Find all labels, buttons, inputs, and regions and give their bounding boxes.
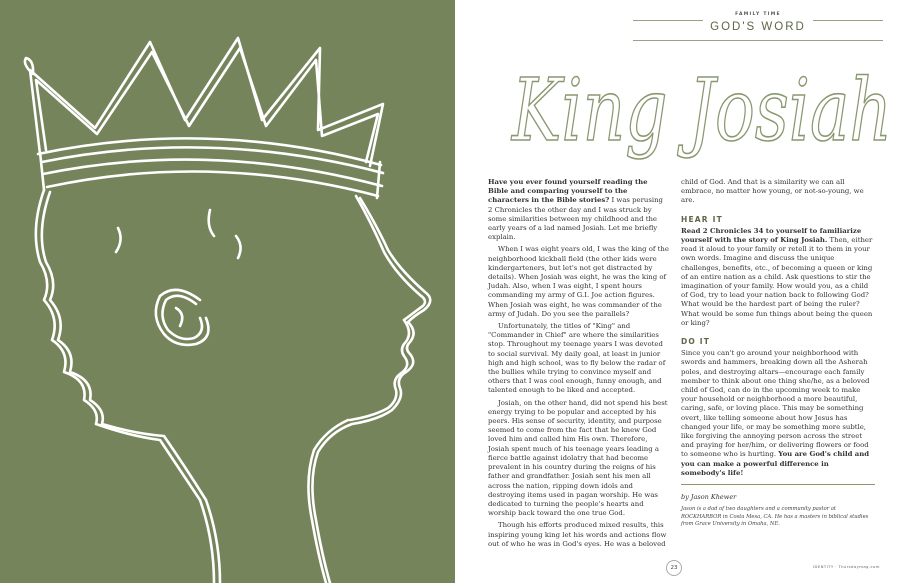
do-it-body [681,349,875,478]
crown-icon [25,38,383,198]
article-title [505,48,900,168]
paragraph-5: Though his efforts produced mixed results, this inspiring young king let his words and actions flow out of who he was in God's eyes. He was a beloved [488,521,667,548]
byline-rule [681,484,875,485]
section-title: GOD'S WORD [710,21,806,33]
running-footer: IDENTITY · Thursdaymag.com [813,564,880,569]
article-column-right [681,178,875,528]
do-it-closing: You are God's child and you can make a powerful difference in somebody's life! [681,450,870,477]
article-column-left [488,178,669,552]
hear-it-rest: Then, either read it aloud to your family or retell it to them in your own words. Imagine and discuss the unique challenges, benefits, etc., of becoming a queen or king of an entire nation as a child. Ask questions to stir the imagination of your family. How would you, as a child of God, try to lead your nation back to following God? What would be the hardest part of being the ruler? What would be some fun things about being the queen or king? [681,236,873,327]
hear-it-heading: HEAR IT [681,214,723,224]
section-rule [633,40,883,41]
paragraph-6: child of God. And that is a similarity we can all embrace, no matter how young, or not-so-young, we are. [681,178,864,205]
intro-lead: Have you ever found yourself reading the Bible and comparing yourself to the characters in the Bible stories? [488,178,648,205]
byline: by Jason Khewer [681,493,737,502]
paragraph-4: Josiah, on the other hand, did not spend his best energy trying to be popular and accepted by his peers. His sense of security, identity, and purpose seemed to come from the fact that he knew God loved him and called him His own. Therefore, Josiah spent much of his teenage years leading a fierce battle against idolatry that had become prevalent in his country during the reigns of his father and grandfather. Josiah sent his men all across the nation, ripping down idols and destroying items used in pagan worship. He was dedicated to turning the people's hearts and worship back toward the one true God. [488,398,668,518]
head-outline-icon [36,190,430,583]
hear-it-lead: Read 2 Chronicles 34 to yourself to familiarize yourself with the story of King Josiah. [681,226,862,245]
article-title-text: King Josiah [510,61,892,161]
paragraph-3: Unfortunately, the titles of "King" and "Commander in Chief" are where the similarities stop. Throughout my teenage years I was devoted to social survival. My daily goal, at least in junior high and high school, was to fly below the radar of the bullies while trying to convince myself and others that I was cool enough, funny enough, and talented enough to be liked and accepted. [488,322,666,395]
paragraph-2: When I was eight years old, I was the king of the neighborhood kickball field (the other kids were kindergarteners, but let's not get distracted by details). When Josiah was eight, he was the king of Judah. Also, when I was eight, I spent hours commanding my army of G.I. Joe action figures. When Josiah was eight, he was commander of the army of Judah. Do you see the parallels? [488,245,669,318]
section-header [633,12,883,33]
do-it-rest: Since you can't go around your neighborhood with swords and hammers, breaking down all the Asherah poles, and destroying altars—encourage each family member to think about one thing she/he, as a beloved child of God, can do in the upcoming week to make your household or neighborhood a more beautiful, caring, safe, or loving place. This may be something overt, like telling someone about how Jesus has changed your life, or may be something more subtle, like forgiving the annoying person across the street and praying for her/him, or delivering flowers or food to someone who is hurting. [681,349,870,459]
paragraph-intro [488,178,669,242]
kicker-label: FAMILY TIME [735,12,781,17]
article-page [455,0,900,583]
do-it-heading: DO IT [681,337,711,347]
author-bio: Jason is a dad of two daughters and a community pastor at ROCKHARBOR in Costa Mesa, CA. He has a masters in biblical studies from Grace University in Omaha, NE. [681,506,869,527]
intro-rest: I was perusing 2 Chronicles the other day and I was struck by some similarities between my childhood and the early years of a lad named Josiah. Let me briefly explain. [488,196,663,242]
hear-it-body [681,227,875,328]
page-number: 23 [666,560,682,576]
